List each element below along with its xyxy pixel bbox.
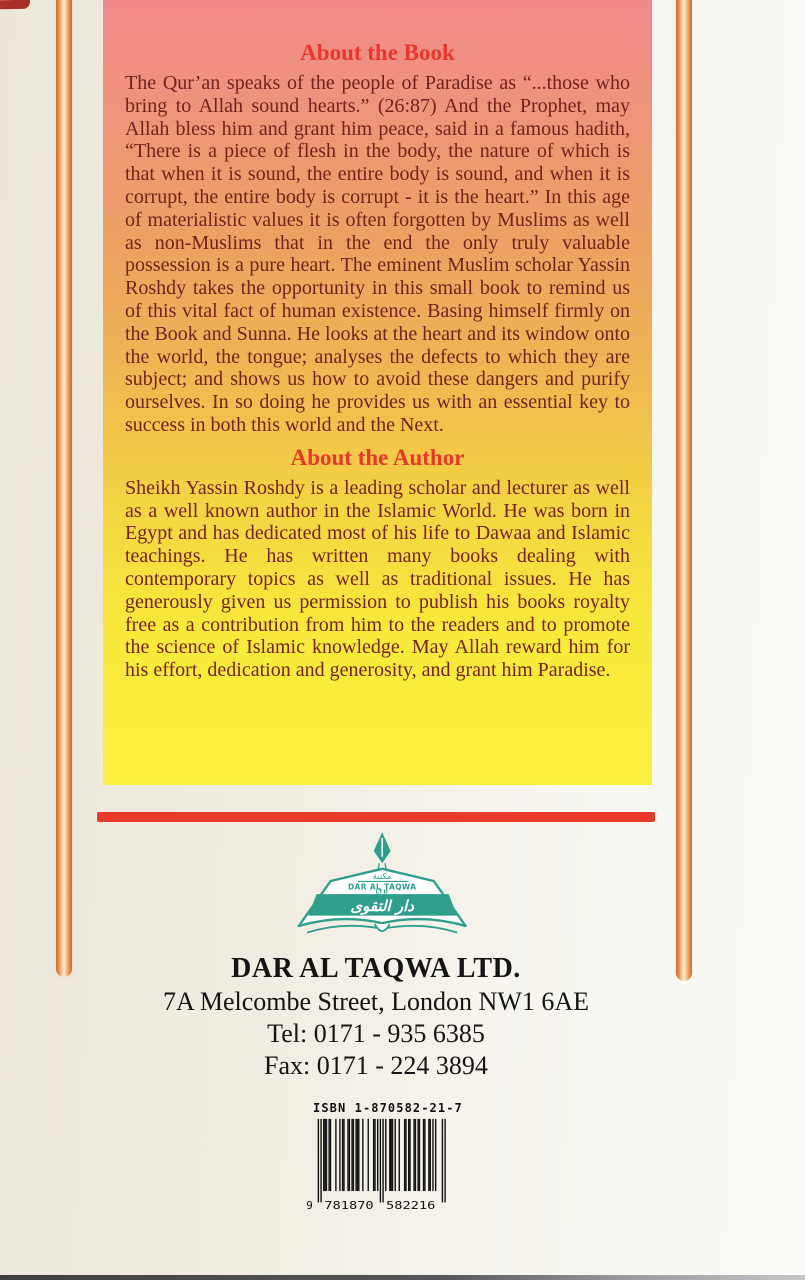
publisher-address: 7A Melcombe Street, London NW1 6AE xyxy=(162,987,590,1016)
logo-ltd: LTD xyxy=(375,889,389,896)
barcode-digits: 781870 xyxy=(324,1199,374,1211)
logo-latin-name: DAR AL TAQWA xyxy=(347,882,417,892)
left-frame-line xyxy=(56,0,72,977)
publisher-tel: Tel: 0171 - 935 6385 xyxy=(267,1019,485,1048)
logo-arabic-main: دار التقوى xyxy=(350,896,414,915)
pen-nib-icon xyxy=(374,832,391,872)
right-frame-line xyxy=(676,0,692,981)
publisher-name: DAR AL TAQWA LTD. xyxy=(231,953,521,984)
page-bottom-edge xyxy=(0,1275,805,1280)
blurb-panel xyxy=(103,0,652,785)
publisher-fax: Fax: 0171 - 224 3894 xyxy=(264,1051,488,1080)
barcode xyxy=(304,1117,450,1211)
about-author-text: Sheikh Yassin Roshdy is a leading scholar and lecturer as well as a well known author in the Islamic World. He was born in Egypt and has dedicated most of his life to Dawaa and Islamic teachings. He has written many books dealing with contemporary topics as well as traditional issues. He has generously given us permission to publish his books royalty free as a contribution from him to the readers and to promote the science of Islamic knowledge. May Allah reward him for his effort, dedication and generosity, and grant him Paradise. xyxy=(125,476,630,682)
logo-arabic-small: مكتبة xyxy=(372,871,392,882)
publisher-logo xyxy=(296,831,474,946)
about-book-heading: About the Book xyxy=(300,40,455,65)
about-author-heading: About the Author xyxy=(290,444,465,470)
about-book-text: The Qur’an speaks of the people of Paradise as “...those who bring to Allah sound hearts.” (26:87) And the Prophet, may Allah bless him and grant him peace, said in a famous hadith, “There is a piece of flesh in the body, the nature of which is that when it is sound, the entire body is sound, and when it is corrupt, the entire body is corrupt - it is the heart.” In this age of materialistic values it is often forgotten by Muslims as well as non-Muslims that in the end the only truly valuable possession is a pure heart. The eminent Muslim scholar Yassin Roshdy takes the opportunity in this small book to remind us of this vital fact of human existence. Basing himself firmly on the Book and Sunna. He looks at the heart and its window onto the world, the tongue; analyses the defects to which they are subject; and shows us how to avoid these dangers and purify ourselves. In so doing he provides us with an essential key to success in both this world and the Next. xyxy=(125,72,630,436)
barcode-digits: 9 xyxy=(306,1199,313,1211)
cover-corner-mark xyxy=(0,0,30,9)
isbn-label: ISBN 1-870582-21-7 xyxy=(313,1101,463,1115)
publisher-block xyxy=(0,952,752,1082)
divider-rule xyxy=(97,812,655,822)
isbn-area xyxy=(304,1101,464,1211)
barcode-digits: 582216 xyxy=(386,1199,436,1211)
